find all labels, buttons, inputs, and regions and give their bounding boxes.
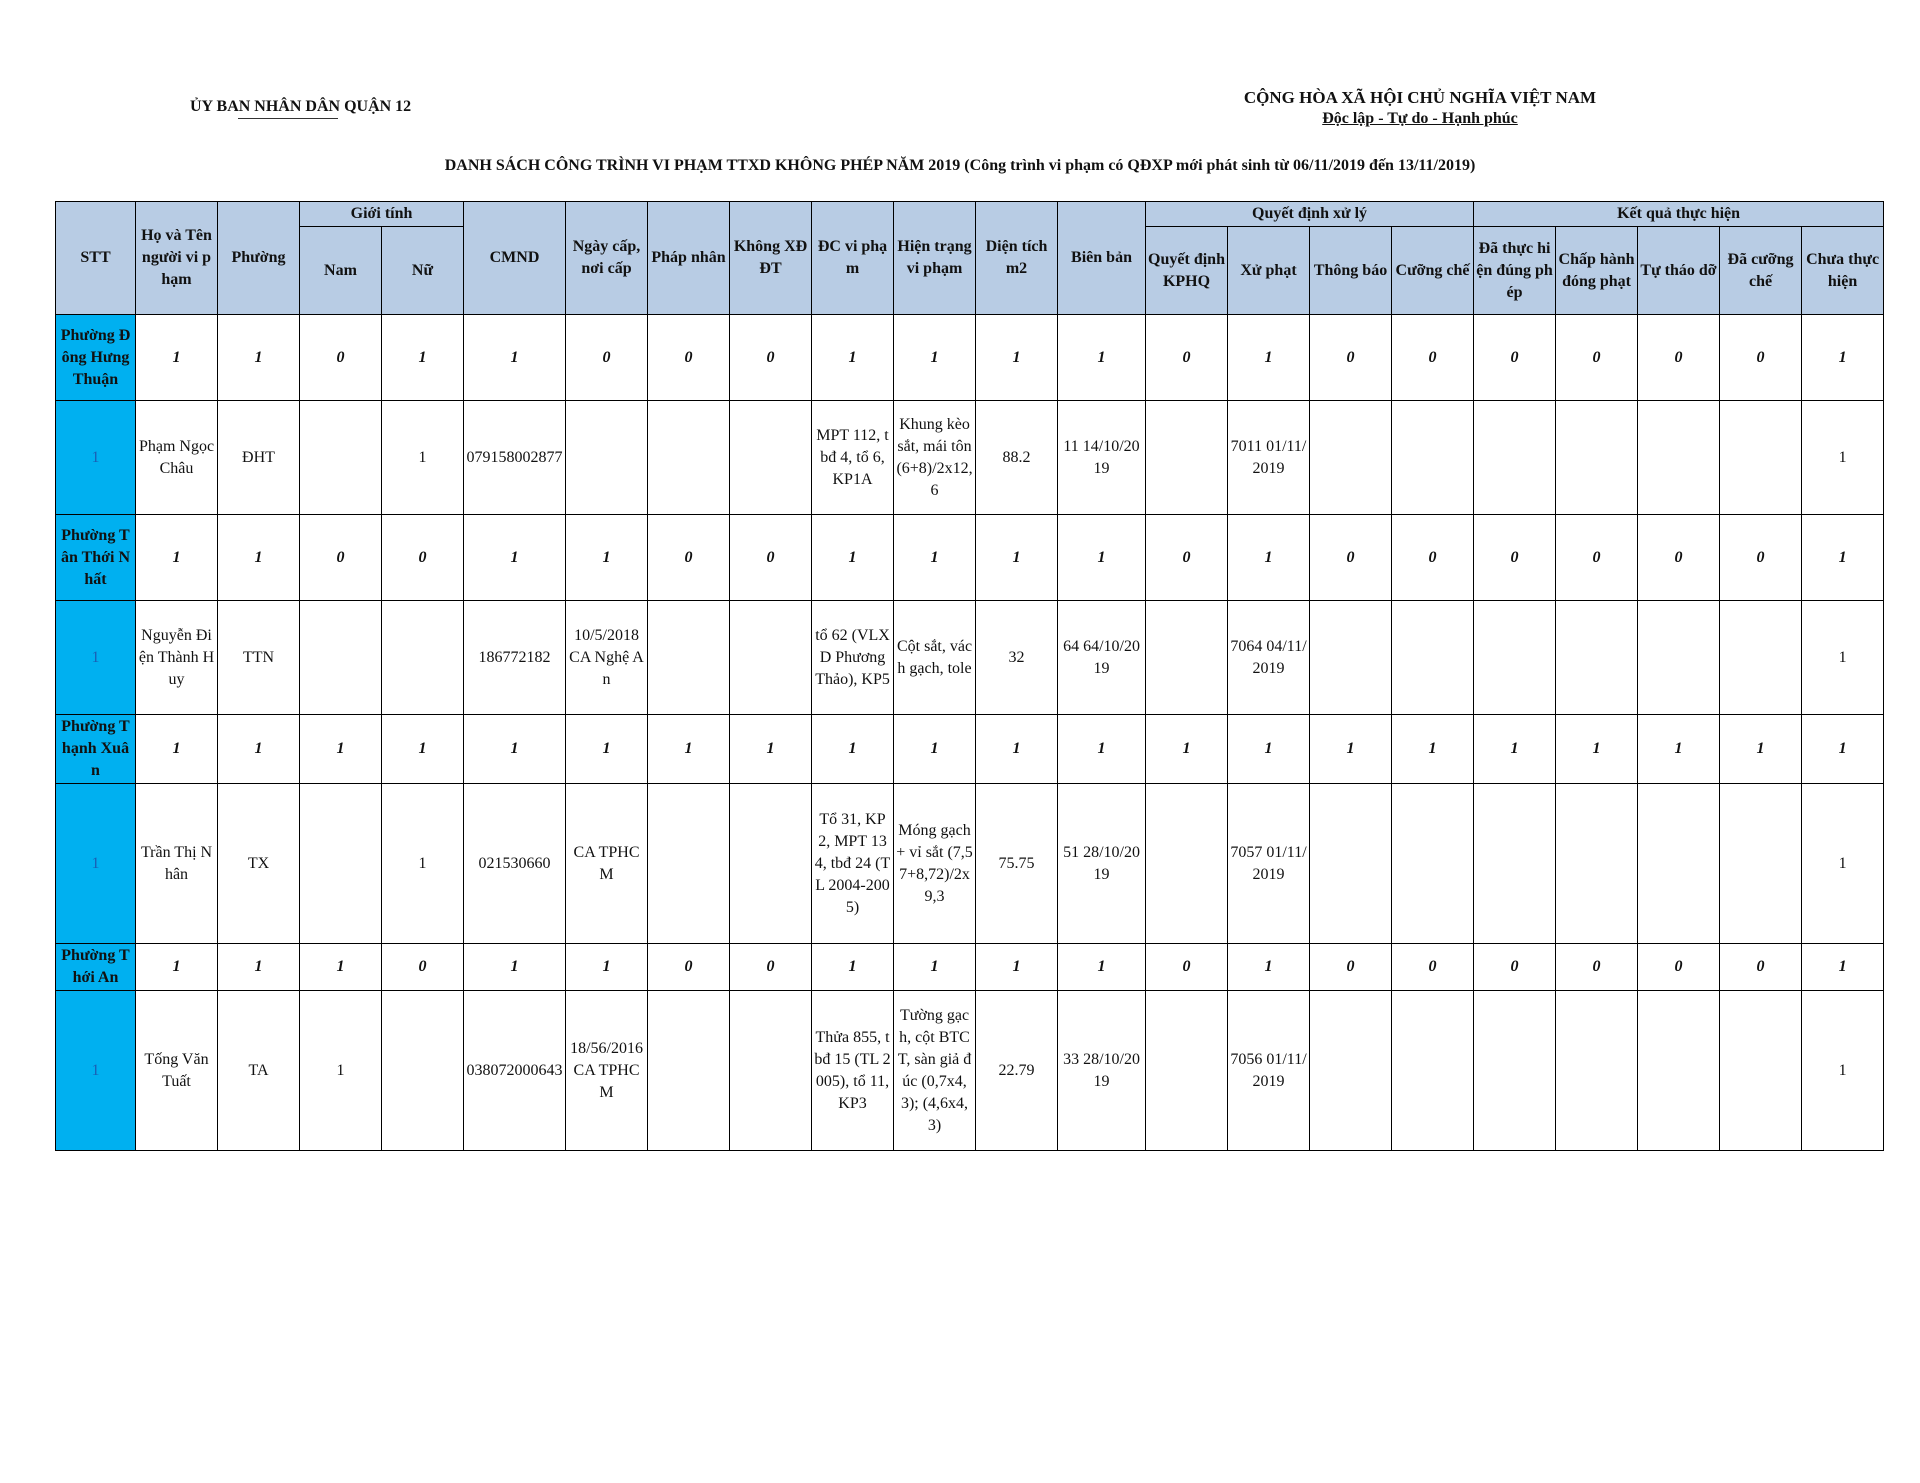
record-stt: 1: [56, 601, 136, 715]
summary-cell: 1: [566, 944, 648, 991]
record-nu: 1: [382, 784, 464, 944]
record-row: [56, 784, 1884, 944]
record-kphq: [1146, 991, 1228, 1151]
summary-cell: 0: [300, 515, 382, 601]
record-dien-tich: 22.79: [976, 991, 1058, 1151]
record-dien-tich: 75.75: [976, 784, 1058, 944]
col-qd-kphq: Quyết định KPHQ: [1146, 227, 1228, 315]
record-tu-thao: [1638, 784, 1720, 944]
summary-cell: 1: [730, 715, 812, 784]
record-xu-phat: 7064 04/11/2019: [1228, 601, 1310, 715]
record-dien-tich: 32: [976, 601, 1058, 715]
record-nam: 1: [300, 991, 382, 1151]
record-cuong-che: [1392, 401, 1474, 515]
summary-cell: 1: [648, 715, 730, 784]
record-bien-ban: 11 14/10/2019: [1058, 401, 1146, 515]
summary-cell: 1: [464, 944, 566, 991]
summary-cell: 0: [1556, 515, 1638, 601]
summary-cell: 1: [1058, 315, 1146, 401]
record-dc: Thửa 855, tbđ 15 (TL 2005), tổ 11, KP3: [812, 991, 894, 1151]
col-tu-thao-do: Tự tháo dỡ: [1638, 227, 1720, 315]
record-cuong-che: [1392, 784, 1474, 944]
record-phuong: TTN: [218, 601, 300, 715]
record-ngay-cap: 18/56/2016 CA TPHCM: [566, 991, 648, 1151]
summary-cell: 0: [1720, 315, 1802, 401]
record-chua: 1: [1802, 784, 1884, 944]
summary-cell: 1: [464, 715, 566, 784]
summary-cell: 1: [136, 944, 218, 991]
col-chap-hanh: Chấp hành đóng phạt: [1556, 227, 1638, 315]
ward-name: Phường Thới An: [56, 944, 136, 991]
record-cmnd: 038072000643: [464, 991, 566, 1151]
issuer-header: [190, 98, 411, 119]
record-nu: [382, 601, 464, 715]
summary-cell: 0: [1638, 315, 1720, 401]
record-dc: tổ 62 (VLXD Phương Thảo), KP5: [812, 601, 894, 715]
summary-cell: 1: [976, 715, 1058, 784]
record-phuong: TA: [218, 991, 300, 1151]
table-header: [56, 202, 1884, 315]
ward-summary-row: [56, 715, 1884, 784]
col-ho-ten: Họ và Tên người vi phạm: [136, 202, 218, 315]
summary-cell: 1: [136, 715, 218, 784]
summary-cell: 1: [812, 515, 894, 601]
issuer-name: ỦY BAN NHÂN DÂN QUẬN 12: [190, 98, 412, 115]
summary-cell: 0: [1146, 315, 1228, 401]
col-ngay-cap: Ngày cấp, nơi cấp: [566, 202, 648, 315]
record-dien-tich: 88.2: [976, 401, 1058, 515]
record-thong-bao: [1310, 601, 1392, 715]
summary-cell: 0: [566, 315, 648, 401]
summary-cell: 1: [894, 315, 976, 401]
record-hien-trang: Khung kèo sắt, mái tôn (6+8)/2x12,6: [894, 401, 976, 515]
record-ho-ten: Tống Văn Tuất: [136, 991, 218, 1151]
record-phap-nhan: [648, 601, 730, 715]
record-xu-phat: 7056 01/11/2019: [1228, 991, 1310, 1151]
record-stt: 1: [56, 401, 136, 515]
summary-cell: 1: [566, 515, 648, 601]
summary-cell: 1: [1802, 715, 1884, 784]
record-da-th: [1474, 991, 1556, 1151]
record-da-th: [1474, 601, 1556, 715]
national-motto: Độc lập - Tự do - Hạnh phúc: [1322, 110, 1518, 127]
col-dien-tich: Diện tích m2: [976, 202, 1058, 315]
record-da-th: [1474, 784, 1556, 944]
violations-table: [55, 201, 1884, 1151]
summary-cell: 1: [812, 715, 894, 784]
summary-cell: 0: [1474, 944, 1556, 991]
summary-cell: 1: [1228, 944, 1310, 991]
col-dc-vi-pham: ĐC vi phạm: [812, 202, 894, 315]
summary-cell: 0: [1638, 515, 1720, 601]
record-bien-ban: 51 28/10/2019: [1058, 784, 1146, 944]
record-nu: 1: [382, 401, 464, 515]
record-khong-xddt: [730, 991, 812, 1151]
table-body: [56, 315, 1884, 1151]
summary-cell: 1: [218, 715, 300, 784]
summary-cell: 1: [1802, 315, 1884, 401]
record-nam: [300, 601, 382, 715]
summary-cell: 1: [1556, 715, 1638, 784]
summary-cell: 1: [894, 944, 976, 991]
summary-cell: 1: [976, 315, 1058, 401]
ward-name: Phường Tân Thới Nhất: [56, 515, 136, 601]
summary-cell: 0: [1310, 315, 1392, 401]
record-row: [56, 401, 1884, 515]
record-row: [56, 991, 1884, 1151]
record-ho-ten: Nguyễn Điện Thành Huy: [136, 601, 218, 715]
summary-cell: 1: [1802, 515, 1884, 601]
record-tu-thao: [1638, 401, 1720, 515]
summary-cell: 1: [218, 515, 300, 601]
national-title: CỘNG HÒA XÃ HỘI CHỦ NGHĨA VIỆT NAM: [1243, 88, 1597, 107]
col-nam: Nam: [300, 227, 382, 315]
record-nam: [300, 401, 382, 515]
record-cuong-che: [1392, 991, 1474, 1151]
record-kphq: [1146, 784, 1228, 944]
summary-cell: 1: [218, 944, 300, 991]
record-thong-bao: [1310, 784, 1392, 944]
ward-summary-row: [56, 315, 1884, 401]
national-header: [1170, 88, 1670, 128]
record-ngay-cap: CA TPHCM: [566, 784, 648, 944]
record-khong-xddt: [730, 601, 812, 715]
record-cmnd: 021530660: [464, 784, 566, 944]
record-kphq: [1146, 601, 1228, 715]
record-nam: [300, 784, 382, 944]
col-cuong-che: Cưỡng chế: [1392, 227, 1474, 315]
ward-summary-row: [56, 515, 1884, 601]
record-phap-nhan: [648, 991, 730, 1151]
record-chap-hanh: [1556, 784, 1638, 944]
col-xu-phat: Xử phạt: [1228, 227, 1310, 315]
summary-cell: 1: [300, 715, 382, 784]
record-hien-trang: Cột sắt, vách gạch, tole: [894, 601, 976, 715]
ward-summary-row: [56, 944, 1884, 991]
summary-cell: 1: [1474, 715, 1556, 784]
record-da-cc: [1720, 401, 1802, 515]
record-nu: [382, 991, 464, 1151]
summary-cell: 1: [1058, 715, 1146, 784]
summary-cell: 1: [300, 944, 382, 991]
summary-cell: 1: [1392, 715, 1474, 784]
ward-name: Phường Đông Hưng Thuận: [56, 315, 136, 401]
record-cmnd: 079158002877: [464, 401, 566, 515]
record-ho-ten: Trần Thị Nhân: [136, 784, 218, 944]
record-phap-nhan: [648, 401, 730, 515]
col-hien-trang: Hiện trạng vi phạm: [894, 202, 976, 315]
record-kphq: [1146, 401, 1228, 515]
summary-cell: 1: [1228, 715, 1310, 784]
summary-cell: 1: [812, 315, 894, 401]
record-chap-hanh: [1556, 991, 1638, 1151]
record-chua: 1: [1802, 991, 1884, 1151]
record-phap-nhan: [648, 784, 730, 944]
record-chap-hanh: [1556, 401, 1638, 515]
summary-cell: 1: [136, 315, 218, 401]
record-da-cc: [1720, 784, 1802, 944]
record-xu-phat: 7011 01/11/2019: [1228, 401, 1310, 515]
col-gioi-tinh: Giới tính: [300, 202, 464, 227]
record-bien-ban: 64 64/10/2019: [1058, 601, 1146, 715]
record-cmnd: 186772182: [464, 601, 566, 715]
record-chua: 1: [1802, 401, 1884, 515]
record-da-cc: [1720, 991, 1802, 1151]
record-da-cc: [1720, 601, 1802, 715]
col-stt: STT: [56, 202, 136, 315]
record-thong-bao: [1310, 401, 1392, 515]
summary-cell: 0: [1556, 944, 1638, 991]
summary-cell: 0: [1720, 944, 1802, 991]
summary-cell: 0: [1474, 515, 1556, 601]
record-tu-thao: [1638, 601, 1720, 715]
ward-name: Phường Thạnh Xuân: [56, 715, 136, 784]
record-hien-trang: Móng gạch + vỉ sắt (7,57+8,72)/2x9,3: [894, 784, 976, 944]
record-ngay-cap: 10/5/2018 CA Nghệ An: [566, 601, 648, 715]
col-phuong: Phường: [218, 202, 300, 315]
col-da-cuong-che: Đã cưỡng chế: [1720, 227, 1802, 315]
record-khong-xddt: [730, 401, 812, 515]
summary-cell: 0: [1720, 515, 1802, 601]
summary-cell: 1: [1058, 944, 1146, 991]
summary-cell: 1: [894, 715, 976, 784]
record-hien-trang: Tường gạch, cột BTCT, sàn giả đúc (0,7x4,3); (4,6x4,3): [894, 991, 976, 1151]
summary-cell: 0: [730, 944, 812, 991]
record-phuong: ĐHT: [218, 401, 300, 515]
summary-cell: 1: [382, 315, 464, 401]
record-dc: MPT 112, tbđ 4, tổ 6, KP1A: [812, 401, 894, 515]
summary-cell: 1: [976, 944, 1058, 991]
col-bien-ban: Biên bản: [1058, 202, 1146, 315]
record-bien-ban: 33 28/10/2019: [1058, 991, 1146, 1151]
col-cmnd: CMND: [464, 202, 566, 315]
record-dc: Tổ 31, KP2, MPT 134, tbđ 24 (TL 2004-2005): [812, 784, 894, 944]
record-thong-bao: [1310, 991, 1392, 1151]
summary-cell: 1: [1228, 515, 1310, 601]
summary-cell: 0: [1392, 315, 1474, 401]
summary-cell: 0: [1474, 315, 1556, 401]
summary-cell: 1: [1146, 715, 1228, 784]
summary-cell: 0: [382, 515, 464, 601]
col-chua-thuc-hien: Chưa thực hiện: [1802, 227, 1884, 315]
record-stt: 1: [56, 784, 136, 944]
col-quyet-dinh: Quyết định xử lý: [1146, 202, 1474, 227]
summary-cell: 0: [1310, 944, 1392, 991]
summary-cell: 1: [1228, 315, 1310, 401]
summary-cell: 1: [218, 315, 300, 401]
document-title: DANH SÁCH CÔNG TRÌNH VI PHẠM TTXD KHÔNG PHÉP NĂM 2019 (Công trình vi phạm có QĐXP mới phát sinh từ 06/11/2019 đến 13/11/2019): [444, 157, 1476, 174]
record-ho-ten: Phạm Ngọc Châu: [136, 401, 218, 515]
col-nu: Nữ: [382, 227, 464, 315]
summary-cell: 1: [1802, 944, 1884, 991]
summary-cell: 0: [1392, 515, 1474, 601]
summary-cell: 0: [1146, 515, 1228, 601]
summary-cell: 0: [1146, 944, 1228, 991]
summary-cell: 0: [1392, 944, 1474, 991]
record-stt: 1: [56, 991, 136, 1151]
summary-cell: 1: [382, 715, 464, 784]
col-khong-xddt: Không XĐĐT: [730, 202, 812, 315]
summary-cell: 1: [1720, 715, 1802, 784]
summary-cell: 0: [300, 315, 382, 401]
summary-cell: 1: [1058, 515, 1146, 601]
record-xu-phat: 7057 01/11/2019: [1228, 784, 1310, 944]
summary-cell: 1: [136, 515, 218, 601]
summary-cell: 0: [730, 515, 812, 601]
summary-cell: 0: [1638, 944, 1720, 991]
record-chap-hanh: [1556, 601, 1638, 715]
summary-cell: 0: [1310, 515, 1392, 601]
col-thong-bao: Thông báo: [1310, 227, 1392, 315]
summary-cell: 1: [1310, 715, 1392, 784]
record-tu-thao: [1638, 991, 1720, 1151]
summary-cell: 0: [648, 944, 730, 991]
record-phuong: TX: [218, 784, 300, 944]
summary-cell: 0: [648, 315, 730, 401]
col-ket-qua: Kết quả thực hiện: [1474, 202, 1884, 227]
summary-cell: 1: [464, 515, 566, 601]
record-khong-xddt: [730, 784, 812, 944]
summary-cell: 0: [382, 944, 464, 991]
summary-cell: 0: [730, 315, 812, 401]
col-phap-nhan: Pháp nhân: [648, 202, 730, 315]
summary-cell: 0: [648, 515, 730, 601]
record-chua: 1: [1802, 601, 1884, 715]
summary-cell: 1: [812, 944, 894, 991]
issuer-underline: [238, 118, 338, 119]
summary-cell: 0: [1556, 315, 1638, 401]
record-row: [56, 601, 1884, 715]
col-da-thuc-hien: Đã thực hiện đúng phép: [1474, 227, 1556, 315]
summary-cell: 1: [976, 515, 1058, 601]
summary-cell: 1: [1638, 715, 1720, 784]
record-ngay-cap: [566, 401, 648, 515]
summary-cell: 1: [894, 515, 976, 601]
record-da-th: [1474, 401, 1556, 515]
summary-cell: 1: [566, 715, 648, 784]
summary-cell: 1: [464, 315, 566, 401]
record-cuong-che: [1392, 601, 1474, 715]
